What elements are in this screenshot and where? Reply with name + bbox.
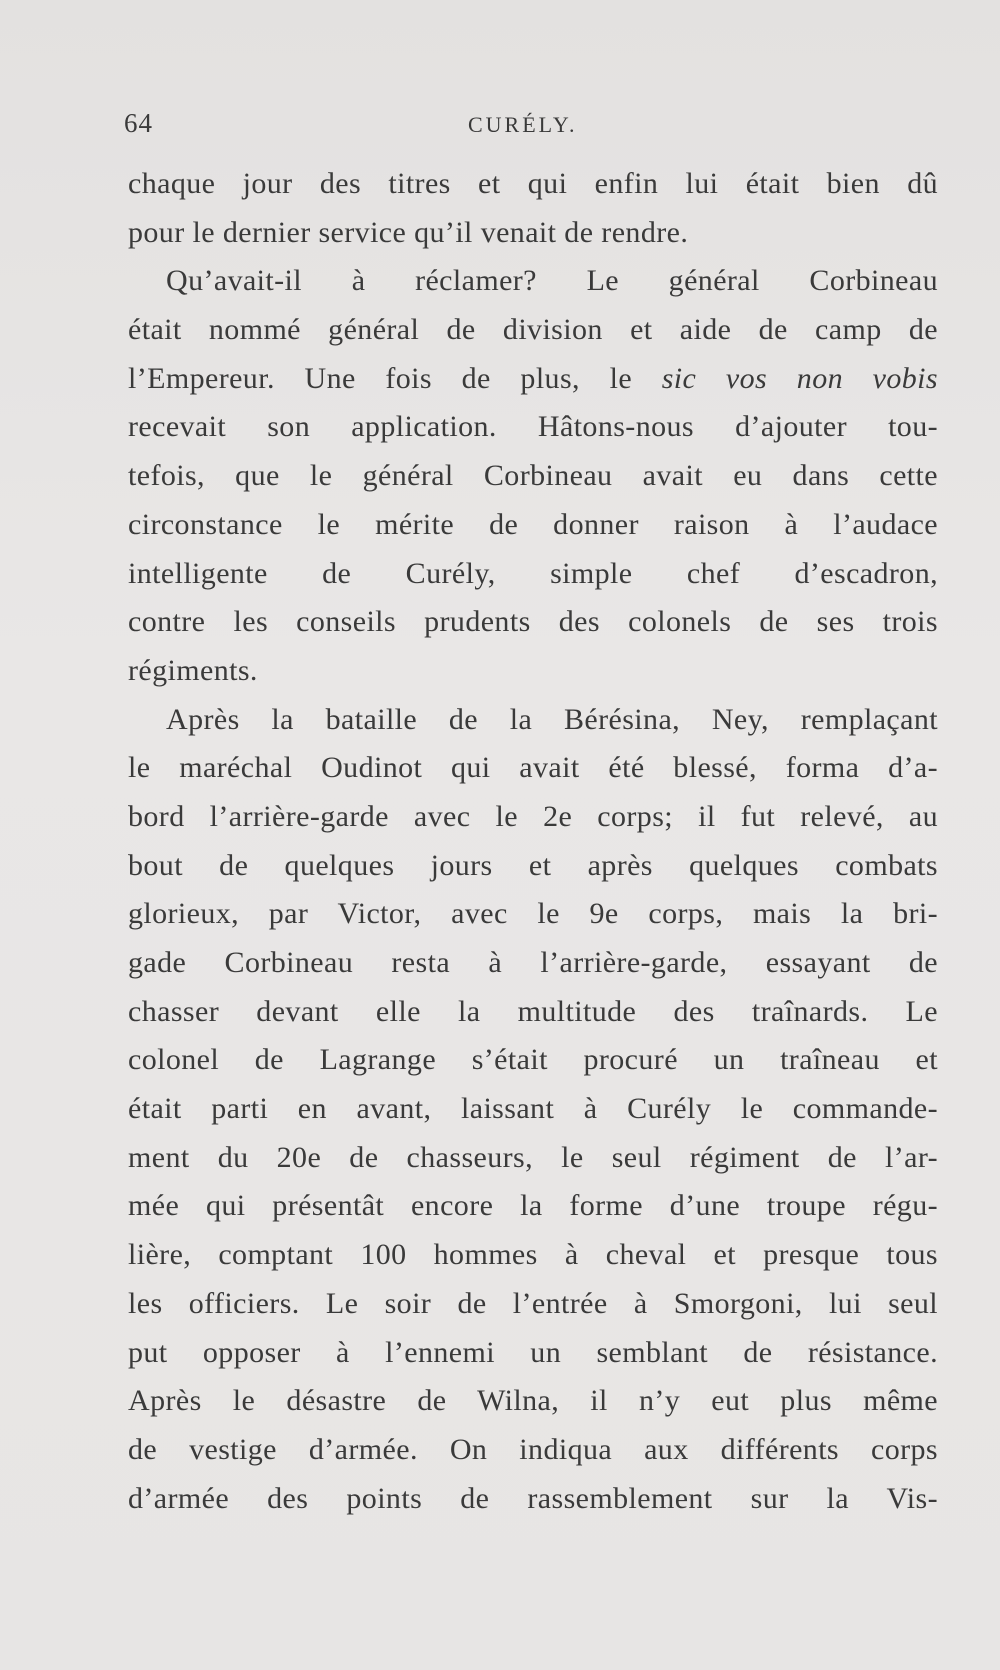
- paragraph-start-line: Après la bataille de la Bérésina, Ney, remplaçant: [166, 702, 938, 736]
- text-line: lière, comptant 100 hommes à cheval et presque tous: [128, 1238, 938, 1272]
- text-line: était nommé général de division et aide de camp de: [128, 313, 938, 347]
- text-line: mée qui présentât encore la forme d’une troupe régu-: [128, 1189, 938, 1223]
- text-line: intelligente de Curély, simple chef d’escadron,: [128, 556, 938, 590]
- text-line: circonstance le mérite de donner raison à l’audace: [128, 507, 938, 541]
- text-line: de vestige d’armée. On indiqua aux différents corps: [128, 1432, 938, 1466]
- text-line: glorieux, par Victor, avec le 9e corps, mais la bri-: [128, 897, 938, 931]
- text-line: recevait son application. Hâtons-nous d’ajouter tou-: [128, 410, 938, 444]
- text-line: gade Corbineau resta à l’arrière-garde, essayant de: [128, 946, 938, 979]
- paragraph-start-line: Qu’avait-il à réclamer? Le général Corbineau: [166, 264, 938, 298]
- text-line: ment du 20e de chasseurs, le seul régiment de l’ar-: [128, 1140, 938, 1174]
- text-line: contre les conseils prudents des colonels de ses trois: [128, 605, 938, 639]
- text-line: Après le désastre de Wilna, il n’y eut plus même: [128, 1384, 938, 1418]
- running-head: CURÉLY.: [468, 112, 578, 137]
- text-line: d’armée des points de rassemblement sur la Vis-: [128, 1481, 938, 1515]
- text-line: était parti en avant, laissant à Curély le commande-: [128, 1092, 938, 1126]
- text-line: put opposer à l’ennemi un semblant de résistance.: [128, 1335, 938, 1369]
- text-line: l’Empereur. Une fois de plus, le sic vos non vobis: [128, 361, 938, 395]
- text-line: colonel de Lagrange s’était procuré un traîneau et: [128, 1043, 938, 1077]
- text-line: pour le dernier service qu’il venait de rendre.: [128, 215, 689, 249]
- text-line: bord l’arrière-garde avec le 2e corps; il fut relevé, au: [128, 799, 938, 833]
- text-line: chasser devant elle la multitude des traînards. Le: [128, 994, 938, 1028]
- text-line: chaque jour des titres et qui enfin lui était bien dû: [128, 167, 938, 200]
- text-line: tefois, que le général Corbineau avait eu dans cette: [128, 459, 938, 493]
- text-line: les officiers. Le soir de l’entrée à Smorgoni, lui seul: [128, 1286, 938, 1320]
- page-header: [0, 108, 1000, 144]
- body-text: [128, 160, 938, 1523]
- page-number: 64: [124, 108, 153, 138]
- text-line: régiments.: [128, 653, 258, 687]
- text-line: bout de quelques jours et après quelques combats: [128, 848, 938, 882]
- text-line: le maréchal Oudinot qui avait été blessé, forma d’a-: [128, 751, 938, 785]
